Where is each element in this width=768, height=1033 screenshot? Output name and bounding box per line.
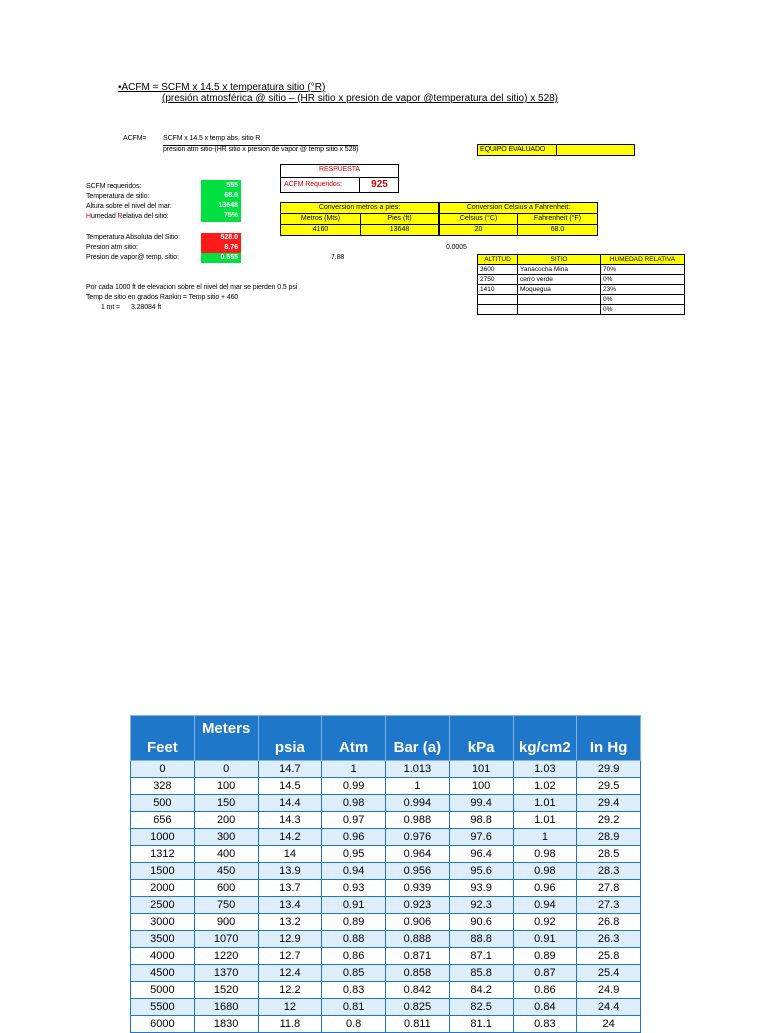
alt-cell[interactable]: 0% <box>601 305 685 315</box>
table-cell: 0.99 <box>322 778 386 795</box>
table-cell: 1680 <box>194 999 258 1016</box>
humedad-rest: elativa del sitio: <box>122 213 169 220</box>
col-header-inhg: In Hg <box>577 716 641 761</box>
table-cell: 0.906 <box>386 914 450 931</box>
table-cell: 1520 <box>194 982 258 999</box>
table-cell: 12 <box>258 999 322 1016</box>
table-cell: 25.8 <box>577 948 641 965</box>
table-cell: 5000 <box>131 982 195 999</box>
table-cell: 29.2 <box>577 812 641 829</box>
table-cell: 0.83 <box>322 982 386 999</box>
loose-value-2: 0.0005 <box>446 244 467 251</box>
table-cell: 328 <box>131 778 195 795</box>
table-cell: 14.3 <box>258 812 322 829</box>
table-row <box>131 999 641 1016</box>
alt-row <box>478 275 685 285</box>
input-scfm[interactable]: 555 <box>226 182 238 189</box>
col-header-atm: Atm <box>322 716 386 761</box>
table-cell: 0.98 <box>513 846 577 863</box>
loose-value-1: 7.88 <box>331 254 345 261</box>
table-row <box>131 880 641 897</box>
table-cell: 100 <box>449 778 513 795</box>
formula2-denominator: presion atm sitio-(HR sitio x presion de vapor @ temp sitio x 528) <box>163 146 359 153</box>
alt-cell[interactable] <box>478 305 518 315</box>
table-cell: 0.94 <box>322 863 386 880</box>
table-cell: 26.8 <box>577 914 641 931</box>
alt-header-sitio: SITIO <box>518 255 601 265</box>
table-cell: 0.95 <box>322 846 386 863</box>
table-cell: 14.7 <box>258 761 322 778</box>
table-row <box>131 863 641 880</box>
table-row <box>131 914 641 931</box>
alt-cell[interactable] <box>518 295 601 305</box>
alt-cell[interactable]: 23% <box>601 285 685 295</box>
table-cell: 0.93 <box>322 880 386 897</box>
table-cell: 25.4 <box>577 965 641 982</box>
table-cell: 0.96 <box>513 880 577 897</box>
table-cell: 0.923 <box>386 897 450 914</box>
table-row <box>131 948 641 965</box>
table-row <box>131 846 641 863</box>
note-mt-value: 3.28084 ft <box>131 304 162 311</box>
table-cell: 0.81 <box>322 999 386 1016</box>
table-cell: 96.4 <box>449 846 513 863</box>
formula-line-2-text: (presión atmosférica @ sitio – (HR sitio x presion de vapor @temperatura del sitio) x 528) <box>162 93 559 104</box>
conv-metros-title: Conversion metros a pies: <box>281 203 439 214</box>
conv-celsius-v1[interactable]: 20 <box>440 225 518 236</box>
input-humedad[interactable]: 75% <box>223 212 238 219</box>
respuesta-title: RESPUESTA <box>319 166 360 173</box>
table-cell: 0.956 <box>386 863 450 880</box>
table-cell: 14 <box>258 846 322 863</box>
table-cell: 0.964 <box>386 846 450 863</box>
table-cell: 101 <box>449 761 513 778</box>
col-header-kpa: kPa <box>449 716 513 761</box>
col-header-bar: Bar (a) <box>386 716 450 761</box>
table-row <box>131 778 641 795</box>
table-cell: 28.5 <box>577 846 641 863</box>
table-cell: 3000 <box>131 914 195 931</box>
table-cell: 1220 <box>194 948 258 965</box>
table-cell: 400 <box>194 846 258 863</box>
table-cell: 1830 <box>194 1016 258 1033</box>
note-rankin: Temp de sitio en grados Rankin = Temp sitio + 460 <box>86 294 239 301</box>
table-cell: 1000 <box>131 829 195 846</box>
table-cell: 1 <box>322 761 386 778</box>
col-header-kgcm2: kg/cm2 <box>513 716 577 761</box>
table-cell: 12.9 <box>258 931 322 948</box>
respuesta-box <box>280 164 399 193</box>
table-cell: 656 <box>131 812 195 829</box>
table-cell: 0.939 <box>386 880 450 897</box>
formula2-lhs: ACFM= <box>123 135 147 142</box>
table-cell: 1 <box>513 829 577 846</box>
table-cell: 0.98 <box>513 863 577 880</box>
formula2-numerator: SCFM x 14.5 x temp abs. sitio R <box>163 135 261 142</box>
table-cell: 2500 <box>131 897 195 914</box>
table-cell: 300 <box>194 829 258 846</box>
table-cell: 0.994 <box>386 795 450 812</box>
table-cell: 82.5 <box>449 999 513 1016</box>
table-cell: 0.842 <box>386 982 450 999</box>
table-cell: 500 <box>131 795 195 812</box>
table-cell: 0.96 <box>322 829 386 846</box>
table-cell: 12.7 <box>258 948 322 965</box>
table-cell: 14.2 <box>258 829 322 846</box>
input-altura[interactable]: 13648 <box>218 202 238 209</box>
alt-header-humedad: HUMEDAD RELATIVA <box>601 255 685 265</box>
table-cell: 0.888 <box>386 931 450 948</box>
note-mt-label: 1 mt = <box>101 304 121 311</box>
conv-celsius-v2: 68.0 <box>518 225 598 236</box>
table-cell: 0.98 <box>322 795 386 812</box>
table-cell: 0.89 <box>322 914 386 931</box>
table-cell: 0.91 <box>513 931 577 948</box>
table-cell: 4000 <box>131 948 195 965</box>
table-cell: 1.02 <box>513 778 577 795</box>
table-cell: 87.1 <box>449 948 513 965</box>
conv-celsius-table <box>439 202 598 236</box>
table-cell: 13.7 <box>258 880 322 897</box>
table-cell: 0.84 <box>513 999 577 1016</box>
table-cell: 200 <box>194 812 258 829</box>
table-cell: 0.88 <box>322 931 386 948</box>
table-cell: 0.85 <box>322 965 386 982</box>
alt-row <box>478 295 685 305</box>
table-cell: 0 <box>194 761 258 778</box>
table-cell: 0.988 <box>386 812 450 829</box>
table-cell: 0.83 <box>513 1016 577 1033</box>
input-label-temp: Temperatura de sitio: <box>86 193 150 200</box>
table-cell: 84.2 <box>449 982 513 999</box>
table-cell: 0.97 <box>322 812 386 829</box>
conv-metros-table <box>280 202 439 236</box>
computed-pvap: 0.555 <box>220 254 238 261</box>
table-cell: 29.4 <box>577 795 641 812</box>
col-header-feet: Feet <box>131 716 195 761</box>
table-cell: 14.5 <box>258 778 322 795</box>
table-cell: 99.4 <box>449 795 513 812</box>
conv-celsius-h1: Celsius (°C) <box>440 214 518 225</box>
table-cell: 24.4 <box>577 999 641 1016</box>
table-row <box>131 982 641 999</box>
alt-cell[interactable] <box>518 305 601 315</box>
conv-metros-v1[interactable]: 4160 <box>281 225 361 236</box>
table-cell: 0.976 <box>386 829 450 846</box>
table-cell: 6000 <box>131 1016 195 1033</box>
conv-metros-h1: Metros (Mts) <box>281 214 361 225</box>
computed-label-patm: Presion atm sitio: <box>86 244 138 251</box>
table-cell: 150 <box>194 795 258 812</box>
alt-cell[interactable]: Yanacocha Mina <box>518 265 601 275</box>
table-cell: 29.9 <box>577 761 641 778</box>
alt-cell[interactable]: 70% <box>601 265 685 275</box>
table-cell: 1.03 <box>513 761 577 778</box>
table-cell: 450 <box>194 863 258 880</box>
formula-line-1 <box>118 82 325 93</box>
table-row <box>131 1016 641 1033</box>
table-cell: 13.4 <box>258 897 322 914</box>
table-row <box>131 795 641 812</box>
table-cell: 2000 <box>131 880 195 897</box>
computed-tabs: 528.0 <box>220 234 238 241</box>
computed-label-tabs: Temperatura Absoluta del Sitio: <box>86 234 180 241</box>
table-cell: 0.858 <box>386 965 450 982</box>
table-cell: 0.825 <box>386 999 450 1016</box>
alt-row <box>478 305 685 315</box>
table-cell: 29.5 <box>577 778 641 795</box>
table-cell: 1070 <box>194 931 258 948</box>
alt-cell[interactable]: Moquegua <box>518 285 601 295</box>
table-cell: 1.013 <box>386 761 450 778</box>
table-cell: 0.811 <box>386 1016 450 1033</box>
alt-row <box>478 285 685 295</box>
equipo-input[interactable] <box>556 144 635 156</box>
note-elevacion: Por cada 1000 ft de elevacion sobre el nivel del mar se pierden 0.5 psi <box>86 284 298 291</box>
table-cell: 0.87 <box>513 965 577 982</box>
table-cell: 12.2 <box>258 982 322 999</box>
col-header-meters: Meters <box>194 716 258 761</box>
conv-metros-h2: Pies (ft) <box>361 214 439 225</box>
table-cell: 97.6 <box>449 829 513 846</box>
table-cell: 11.8 <box>258 1016 322 1033</box>
table-cell: 0 <box>131 761 195 778</box>
humedad-mid: umedad <box>90 213 118 220</box>
table-cell: 600 <box>194 880 258 897</box>
table-cell: 81.1 <box>449 1016 513 1033</box>
formula-line-1-text: •ACFM = SCFM x 14.5 x temperatura sitio (°R) <box>118 82 326 93</box>
table-cell: 88.8 <box>449 931 513 948</box>
table-cell: 1500 <box>131 863 195 880</box>
alt-row <box>478 265 685 275</box>
respuesta-label: ACFM Requeridos: <box>284 181 342 188</box>
conv-metros-v2: 13648 <box>361 225 439 236</box>
table-cell: 28.9 <box>577 829 641 846</box>
table-cell: 4500 <box>131 965 195 982</box>
table-cell: 3500 <box>131 931 195 948</box>
table-cell: 93.9 <box>449 880 513 897</box>
table-cell: 0.91 <box>322 897 386 914</box>
table-cell: 1312 <box>131 846 195 863</box>
table-cell: 12.4 <box>258 965 322 982</box>
table-cell: 0.8 <box>322 1016 386 1033</box>
table-cell: 27.3 <box>577 897 641 914</box>
table-cell: 0.92 <box>513 914 577 931</box>
table-cell: 900 <box>194 914 258 931</box>
table-cell: 26.3 <box>577 931 641 948</box>
table-cell: 98.8 <box>449 812 513 829</box>
table-cell: 0.89 <box>513 948 577 965</box>
conv-celsius-h2: Fahrenheit (°F) <box>518 214 598 225</box>
table-cell: 28.3 <box>577 863 641 880</box>
table-cell: 0.94 <box>513 897 577 914</box>
table-row <box>131 812 641 829</box>
table-cell: 1 <box>386 778 450 795</box>
conv-celsius-title: Conversion Celsius a Fahrenheit: <box>440 203 598 214</box>
humedad-h: H <box>86 213 91 220</box>
altitude-pressure-table <box>130 715 641 1033</box>
table-cell: 24.9 <box>577 982 641 999</box>
table-cell: 1370 <box>194 965 258 982</box>
alt-cell[interactable]: 1410 <box>478 285 518 295</box>
input-label-altura: Altura sobre el nivel del mar: <box>86 203 172 210</box>
table-cell: 90.6 <box>449 914 513 931</box>
table-cell: 0.871 <box>386 948 450 965</box>
table-cell: 1.01 <box>513 795 577 812</box>
computed-patm: 8.76 <box>224 244 238 251</box>
formula-line-2 <box>162 93 558 104</box>
equipo-label: EQUIPO EVALUADO <box>477 144 557 156</box>
table-row <box>131 931 641 948</box>
table-cell: 24 <box>577 1016 641 1033</box>
table-cell: 0.86 <box>513 982 577 999</box>
input-label-humedad <box>86 213 169 220</box>
table-cell: 1.01 <box>513 812 577 829</box>
table-cell: 750 <box>194 897 258 914</box>
alt-cell[interactable]: cerro verde <box>518 275 601 285</box>
table-cell: 85.8 <box>449 965 513 982</box>
alt-header-altitud: ALTITUD <box>478 255 518 265</box>
table-cell: 27.8 <box>577 880 641 897</box>
input-label-scfm: SCFM requeridos: <box>86 183 142 190</box>
table-cell: 13.2 <box>258 914 322 931</box>
table-cell: 14.4 <box>258 795 322 812</box>
computed-label-pvap: Presion de vapor@ temp. sitio: <box>86 254 179 261</box>
table-row <box>131 965 641 982</box>
table-row <box>131 761 641 778</box>
alt-cell[interactable]: 0% <box>601 275 685 285</box>
alt-cell[interactable]: 3600 <box>478 265 518 275</box>
col-header-psia: psia <box>258 716 322 761</box>
table-cell: 5500 <box>131 999 195 1016</box>
alt-cell[interactable]: 0% <box>601 295 685 305</box>
table-cell: 100 <box>194 778 258 795</box>
table-row <box>131 829 641 846</box>
table-cell: 95.6 <box>449 863 513 880</box>
input-temp[interactable]: 68.0 <box>224 192 238 199</box>
altitud-table <box>477 254 685 315</box>
respuesta-value: 925 <box>359 178 399 192</box>
alt-cell[interactable]: 2750 <box>478 275 518 285</box>
table-cell: 13.9 <box>258 863 322 880</box>
table-cell: 0.86 <box>322 948 386 965</box>
alt-cell[interactable] <box>478 295 518 305</box>
humedad-r: R <box>117 213 123 220</box>
table-cell: 92.3 <box>449 897 513 914</box>
table-row <box>131 897 641 914</box>
